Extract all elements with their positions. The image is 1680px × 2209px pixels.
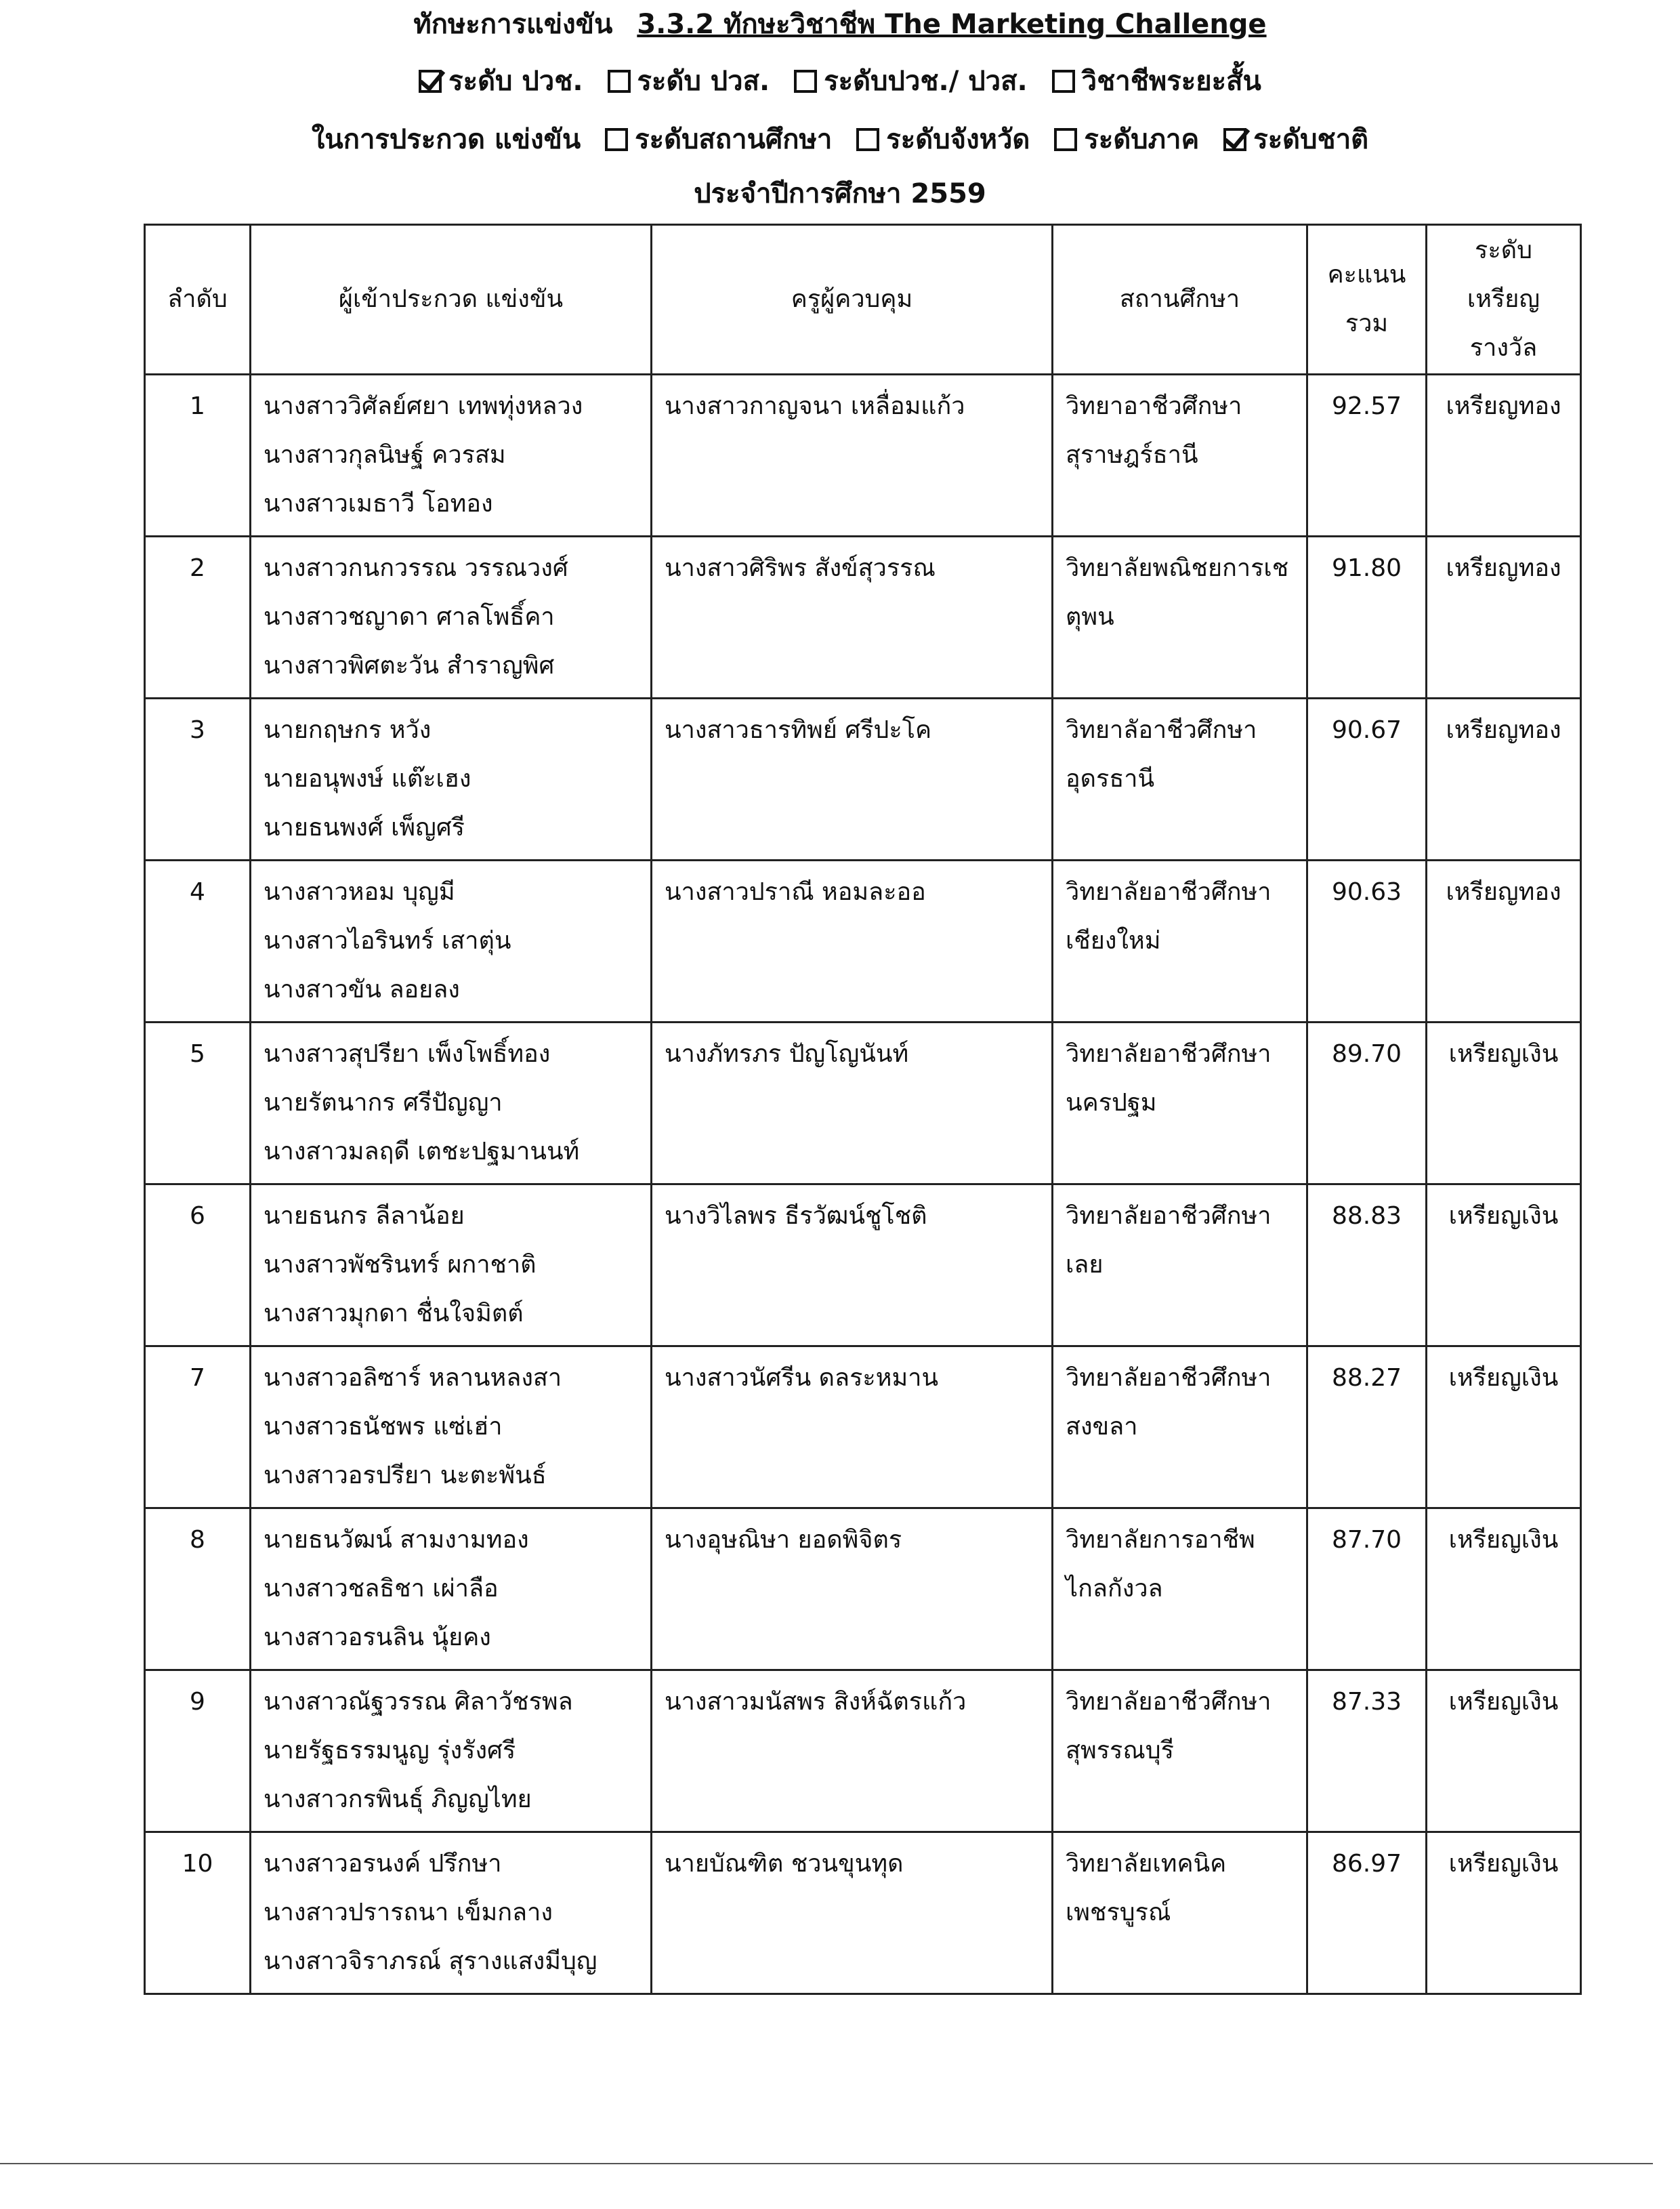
- teacher-name: นางอุษณิษา ยอดพิจิตร: [652, 1508, 1053, 1670]
- school-name: วิทยาลัยพณิชยการเชตุพน: [1053, 537, 1307, 699]
- medal-level: เหรียญทอง: [1427, 375, 1581, 537]
- school-name: วิทยาลัอาชีวศึกษา อุดรธานี: [1053, 699, 1307, 861]
- medal-level: เหรียญเงิน: [1427, 1184, 1581, 1346]
- competitor-name: นางสาวจิราภรณ์ สุรางแสงมีบุญ: [264, 1947, 597, 1975]
- teacher-name: นางสาวปราณี หอมละออ: [652, 861, 1053, 1023]
- competition-level-checkboxes: [0, 119, 1680, 160]
- teacher-name: นางวิไลพร ธีรวัฒน์ชูโชติ: [652, 1184, 1053, 1346]
- competitors-cell: [251, 1508, 652, 1670]
- table-row: [145, 699, 1581, 861]
- competitor-name: นายรัฐธรรมนูญ รุ่งรังศรี: [264, 1737, 516, 1764]
- teacher-name: นายบัณฑิต ชวนขุนทุด: [652, 1832, 1053, 1994]
- checkbox-level-2[interactable]: [794, 70, 817, 93]
- checkbox-competition-1[interactable]: [856, 128, 879, 151]
- row-number: 1: [145, 375, 251, 537]
- row-number: 2: [145, 537, 251, 699]
- col-header-medal-line-1: ระดับ: [1475, 236, 1532, 264]
- page-bottom-rule: [0, 2163, 1653, 2164]
- competitor-name: นายธนวัฒน์ สามงามทอง: [264, 1526, 529, 1554]
- competitor-name: นางสาวชญาดา ศาลโพธิ์คา: [264, 603, 555, 631]
- title-prefix: ทักษะการแข่งขัน: [413, 9, 613, 40]
- competitor-name: นางสาวมลฤดี เตชะปฐมานนท์: [264, 1138, 580, 1165]
- medal-level: เหรียญเงิน: [1427, 1023, 1581, 1184]
- competitors-cell: [251, 537, 652, 699]
- competitor-name: นายธนพงศ์ เพ็ญศรี: [264, 814, 465, 842]
- competitor-name: นางสาวธนัชพร แซ่เฮ่า: [264, 1413, 503, 1441]
- total-score: 87.33: [1307, 1670, 1427, 1832]
- competition-label-3: ระดับชาติ: [1253, 124, 1369, 155]
- checkbox-level-0[interactable]: [419, 70, 442, 93]
- table-row: [145, 1670, 1581, 1832]
- medal-level: เหรียญเงิน: [1427, 1346, 1581, 1508]
- total-score: 92.57: [1307, 375, 1427, 537]
- row-number: 7: [145, 1346, 251, 1508]
- document-title: [0, 4, 1680, 45]
- competitor-name: นางสาวไอรินทร์ เสาตุ่น: [264, 927, 511, 955]
- competitor-name: นางสาวอรปรียา นะตะพันธ์: [264, 1462, 547, 1489]
- row-number: 3: [145, 699, 251, 861]
- school-name: วิทยาลัยเทคนิค เพชรบูรณ์: [1053, 1832, 1307, 1994]
- row-number: 8: [145, 1508, 251, 1670]
- competitors-cell: [251, 1023, 652, 1184]
- competitor-name: นางสาวณัฐวรรณ ศิลาวัชรพล: [264, 1688, 573, 1716]
- medal-level: เหรียญเงิน: [1427, 1508, 1581, 1670]
- table-row: [145, 1184, 1581, 1346]
- level-label-0: ระดับ ปวช.: [448, 66, 583, 97]
- checkbox-level-1[interactable]: [608, 70, 631, 93]
- level-checkboxes: [0, 61, 1680, 102]
- competition-label-1: ระดับจังหวัด: [886, 124, 1030, 155]
- row-number: 5: [145, 1023, 251, 1184]
- competitors-cell: [251, 1670, 652, 1832]
- competitors-cell: [251, 1346, 652, 1508]
- col-header-num: ลำดับ: [145, 225, 251, 375]
- teacher-name: นางสาวกาญจนา เหลื่อมแก้ว: [652, 375, 1053, 537]
- teacher-name: นางสาวธารทิพย์ ศรีปะโค: [652, 699, 1053, 861]
- competitor-name: นางสาวกุลนิษฐ์ ควรสม: [264, 441, 506, 469]
- competitors-cell: [251, 861, 652, 1023]
- results-table: [144, 224, 1582, 1995]
- row-number: 9: [145, 1670, 251, 1832]
- level-label-2: ระดับปวช./ ปวส.: [824, 66, 1028, 97]
- teacher-name: นางสาวนัศรีน ดลระหมาน: [652, 1346, 1053, 1508]
- teacher-name: นางสาวศิริพร สังข์สุวรรณ: [652, 537, 1053, 699]
- col-header-school: สถานศึกษา: [1053, 225, 1307, 375]
- table-row: [145, 861, 1581, 1023]
- title-skill: 3.3.2 ทักษะวิชาชีพ The Marketing Challenge: [637, 9, 1267, 40]
- competitor-name: นายรัตนากร ศรีปัญญา: [264, 1089, 503, 1117]
- col-header-competitors: ผู้เข้าประกวด แข่งขัน: [251, 225, 652, 375]
- col-header-medal-line-3: รางวัล: [1469, 334, 1538, 362]
- row-number: 4: [145, 861, 251, 1023]
- checkbox-competition-2[interactable]: [1054, 128, 1077, 151]
- medal-level: เหรียญเงิน: [1427, 1832, 1581, 1994]
- teacher-name: นางภัทรภร ปัญโญนันท์: [652, 1023, 1053, 1184]
- total-score: 89.70: [1307, 1023, 1427, 1184]
- medal-level: เหรียญทอง: [1427, 537, 1581, 699]
- medal-level: เหรียญเงิน: [1427, 1670, 1581, 1832]
- competitor-name: นางสาวมุกดา ชื่นใจมิตต์: [264, 1300, 524, 1327]
- competition-label-2: ระดับภาค: [1084, 124, 1200, 155]
- total-score: 88.27: [1307, 1346, 1427, 1508]
- col-header-medal: [1427, 225, 1581, 375]
- competitor-name: นางสาวปรารถนา เข็มกลาง: [264, 1899, 553, 1926]
- total-score: 90.63: [1307, 861, 1427, 1023]
- col-header-teacher: ครูผู้ควบคุม: [652, 225, 1053, 375]
- row-number: 10: [145, 1832, 251, 1994]
- school-name: วิทยาลัยอาชีวศึกษา นครปฐม: [1053, 1023, 1307, 1184]
- competitor-name: นางสาวกนกวรรณ วรรณวงศ์: [264, 554, 568, 582]
- competitor-name: นางสาวพิศตะวัน สำราญพิศ: [264, 652, 555, 680]
- competitors-cell: [251, 699, 652, 861]
- school-name: วิทยาลัยการอาชีพไกลกังวล: [1053, 1508, 1307, 1670]
- competitor-name: นางสาวอรนลิน นุ้ยคง: [264, 1624, 491, 1651]
- competitor-name: นายธนกร ลีลาน้อย: [264, 1202, 465, 1230]
- academic-year: ประจำปีการศึกษา 2559: [694, 178, 986, 209]
- level-label-1: ระดับ ปวส.: [637, 66, 770, 97]
- competitor-name: นางสาววิศัลย์ศยา เทพทุ่งหลวง: [264, 392, 583, 420]
- school-name: วิทยาลัยอาชีวศึกษา เชียงใหม่: [1053, 861, 1307, 1023]
- col-header-score-line-1: คะแนน: [1327, 261, 1406, 289]
- competitor-name: นางสาวสุปรียา เพ็งโพธิ์ทอง: [264, 1040, 551, 1068]
- competitors-cell: [251, 1184, 652, 1346]
- competitor-name: นายกฤษกร หวัง: [264, 716, 432, 744]
- teacher-name: นางสาวมนัสพร สิงห์ฉัตรแก้ว: [652, 1670, 1053, 1832]
- total-score: 90.67: [1307, 699, 1427, 861]
- school-name: วิทยาอาชีวศึกษา สุราษฎร์ธานี: [1053, 375, 1307, 537]
- total-score: 91.80: [1307, 537, 1427, 699]
- table-row: [145, 375, 1581, 537]
- competition-prefix: ในการประกวด แข่งขัน: [311, 124, 581, 155]
- table-row: [145, 1023, 1581, 1184]
- competitor-name: นายอนุพงษ์ แต๊ะเฮง: [264, 765, 471, 793]
- competitor-name: นางสาวกรพินธุ์ ภิญญไทย: [264, 1785, 532, 1813]
- school-name: วิทยาลัยอาชีวศึกษา สงขลา: [1053, 1346, 1307, 1508]
- total-score: 87.70: [1307, 1508, 1427, 1670]
- total-score: 88.83: [1307, 1184, 1427, 1346]
- level-label-3: วิชาชีพระยะสั้น: [1081, 66, 1261, 97]
- row-number: 6: [145, 1184, 251, 1346]
- table-row: [145, 1832, 1581, 1994]
- medal-level: เหรียญทอง: [1427, 699, 1581, 861]
- competitor-name: นางสาวชลธิชา เผ่าลือ: [264, 1575, 499, 1603]
- competitor-name: นางสาวพัชรินทร์ ผกาชาติ: [264, 1251, 537, 1279]
- competitor-name: นางสาวอลิซาร์ หลานหลงสา: [264, 1364, 562, 1392]
- checkbox-level-3[interactable]: [1052, 70, 1075, 93]
- competitor-name: นางสาวเมธาวี โอทอง: [264, 490, 493, 518]
- table-row: [145, 1508, 1581, 1670]
- school-name: วิทยาลัยอาชีวศึกษา เลย: [1053, 1184, 1307, 1346]
- competitor-name: นางสาวอรนงค์ ปรึกษา: [264, 1850, 502, 1878]
- col-header-score-line-2: รวม: [1345, 310, 1389, 337]
- competition-label-0: ระดับสถานศึกษา: [635, 124, 833, 155]
- checkbox-competition-0[interactable]: [605, 128, 628, 151]
- table-row: [145, 537, 1581, 699]
- table-body: [145, 375, 1581, 1994]
- competitor-name: นางสาวขัน ลอยลง: [264, 976, 460, 1004]
- total-score: 86.97: [1307, 1832, 1427, 1994]
- medal-level: เหรียญทอง: [1427, 861, 1581, 1023]
- competitors-cell: [251, 375, 652, 537]
- checkbox-competition-3[interactable]: [1223, 128, 1246, 151]
- col-header-medal-line-2: เหรียญ: [1467, 285, 1540, 313]
- col-header-score: [1307, 225, 1427, 375]
- table-header-row: [145, 225, 1581, 375]
- competitor-name: นางสาวหอม บุญมี: [264, 878, 455, 906]
- school-name: วิทยาลัยอาชีวศึกษา สุพรรณบุรี: [1053, 1670, 1307, 1832]
- table-row: [145, 1346, 1581, 1508]
- competitors-cell: [251, 1832, 652, 1994]
